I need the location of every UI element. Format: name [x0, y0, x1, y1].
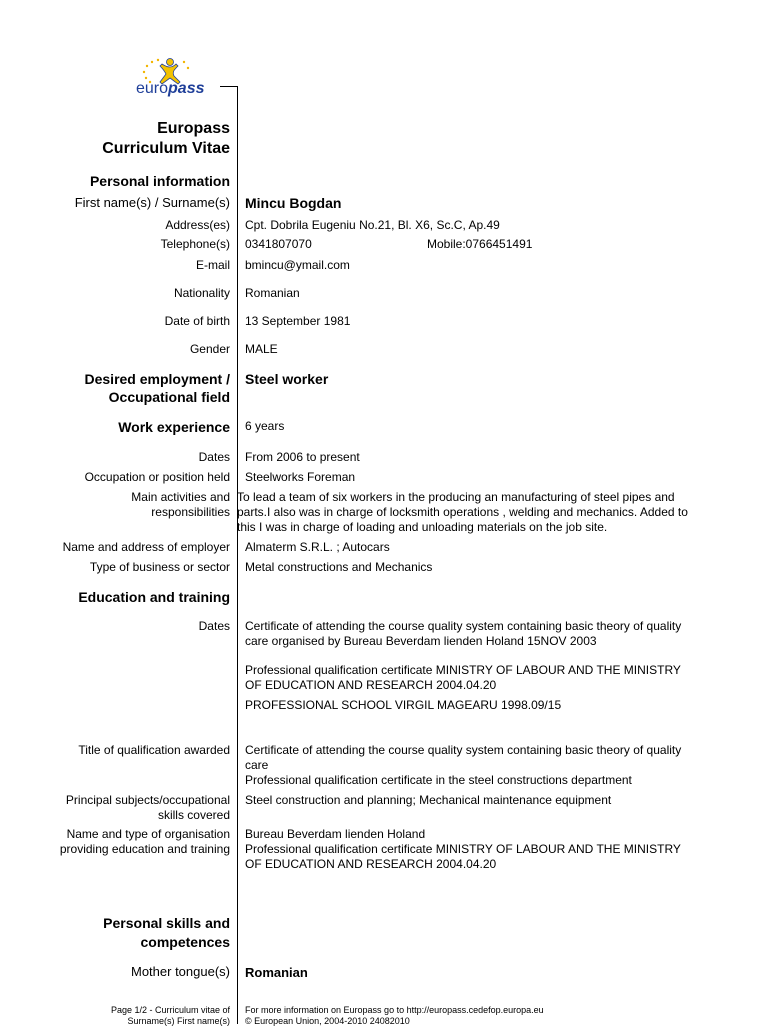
value-education-dates-line2: care organised by Bureau Beverdam lienden Holand 15NOV 2003 [245, 634, 597, 648]
value-date-of-birth: 13 September 1981 [245, 314, 351, 328]
label-address: Address(es) [165, 218, 230, 232]
label-business-sector: Type of business or sector [89, 560, 230, 574]
label-work-dates: Dates [198, 450, 230, 464]
label-mother-tongue: Mother tongue(s) [131, 964, 230, 979]
value-qualification-title-line1: Certificate of attending the course quality system containing basic theory of quality [245, 743, 682, 757]
label-organisation-line1: Name and type of organisation [66, 827, 230, 841]
column-divider [237, 86, 238, 1024]
value-qualification-title-line2: care [245, 758, 269, 772]
footer-page-info-line2: Surname(s) First name(s) [127, 1016, 230, 1026]
value-activities-line1: To lead a team of six workers in the producing an manufacturing of steel pipes and [237, 490, 675, 504]
value-desired-employment: Steel worker [245, 371, 329, 387]
value-gender: MALE [245, 342, 278, 356]
section-desired-employment-line1: Desired employment / [84, 371, 230, 387]
label-name: First name(s) / Surname(s) [74, 195, 230, 210]
value-mother-tongue: Romanian [245, 965, 308, 980]
label-nationality: Nationality [173, 286, 230, 300]
value-address: Cpt. Dobrila Eugeniu No.21, Bl. X6, Sc.C, Ap.49 [245, 218, 500, 232]
value-activities-line2: parts.I also was in charge of locksmith operations , welding and mechanics. Added to [237, 505, 688, 519]
value-email[interactable]: bmincu@ymail.com [245, 258, 350, 272]
label-employer: Name and address of employer [62, 540, 230, 554]
value-occupation: Steelworks Foreman [245, 470, 356, 484]
value-work-experience: 6 years [245, 419, 285, 433]
label-gender: Gender [189, 342, 230, 356]
value-education-dates-line3: Professional qualification certificate MINISTRY OF LABOUR AND THE MINISTRY [245, 663, 681, 677]
header-curriculum-vitae: Curriculum Vitae [102, 140, 230, 157]
section-education-training: Education and training [78, 589, 230, 605]
value-employer: Almaterm S.R.L. ; Autocars [245, 540, 390, 554]
section-personal-skills-line1: Personal skills and [103, 915, 230, 931]
value-mobile: Mobile:0766451491 [427, 237, 533, 251]
europass-wordmark: europass [136, 80, 205, 97]
value-organisation-line1: Bureau Beverdam lienden Holand [245, 827, 426, 841]
europass-logo [132, 54, 228, 106]
value-education-dates-line1: Certificate of attending the course quality system containing basic theory of quality [245, 619, 682, 633]
label-subjects-line2: skills covered [157, 808, 230, 822]
value-nationality: Romanian [245, 286, 300, 300]
value-name: Mincu Bogdan [245, 195, 342, 211]
label-email: E-mail [195, 258, 230, 272]
label-activities-line1: Main activities and [131, 490, 230, 504]
value-organisation-line3: OF EDUCATION AND RESEARCH 2004.04.20 [245, 857, 497, 871]
header-europass: Europass [157, 120, 230, 137]
label-organisation-line2: providing education and training [59, 842, 230, 856]
value-activities-line3: this I was in charge of loading and unloading materials on the job site. [237, 520, 608, 534]
section-personal-information: Personal information [89, 173, 230, 189]
section-desired-employment-line2: Occupational field [108, 389, 230, 405]
label-activities-line2: responsibilities [151, 505, 230, 519]
footer-page-info-line1: Page 1/2 - Curriculum vitae of [110, 1005, 230, 1015]
label-subjects-line1: Principal subjects/occupational [65, 793, 230, 807]
footer-copyright: © European Union, 2004-2010 24082010 [245, 1016, 410, 1026]
value-education-dates-line4: OF EDUCATION AND RESEARCH 2004.04.20 [245, 678, 497, 692]
value-business-sector: Metal constructions and Mechanics [245, 560, 433, 574]
label-date-of-birth: Date of birth [164, 314, 230, 328]
value-organisation-line2: Professional qualification certificate MINISTRY OF LABOUR AND THE MINISTRY [245, 842, 681, 856]
label-qualification-title: Title of qualification awarded [78, 743, 230, 757]
value-subjects: Steel construction and planning; Mechanical maintenance equipment [245, 793, 612, 807]
value-work-dates: From 2006 to present [245, 450, 360, 464]
value-qualification-title-line3: Professional qualification certificate in the steel constructions department [245, 773, 632, 787]
label-telephone: Telephone(s) [160, 237, 230, 251]
label-occupation: Occupation or position held [84, 470, 230, 484]
footer-europass-link[interactable]: For more information on Europass go to http://europass.cedefop.europa.eu [245, 1005, 544, 1015]
value-telephone: 0341807070 [245, 237, 312, 251]
section-personal-skills-line2: competences [140, 934, 230, 950]
section-work-experience: Work experience [118, 419, 230, 435]
label-education-dates: Dates [198, 619, 230, 633]
value-education-dates-line5: PROFESSIONAL SCHOOL VIRGIL MAGEARU 1998.09/15 [245, 698, 562, 712]
